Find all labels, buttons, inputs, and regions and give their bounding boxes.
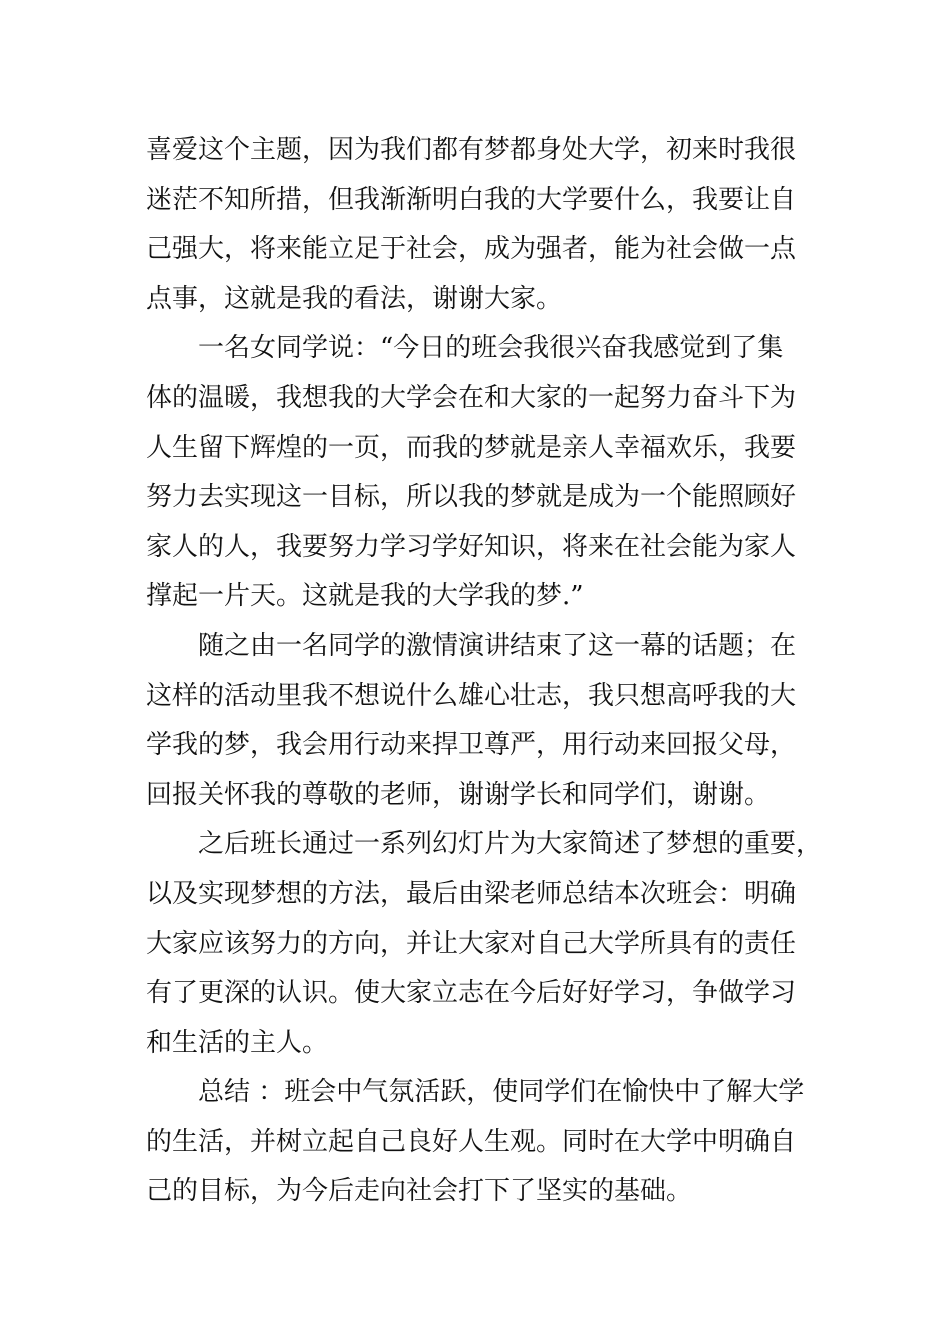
text-line: 人生留下辉煌的一页，而我的梦就是亲人幸福欢乐，我要	[146, 432, 797, 463]
paragraph-first-line: 之后班长通过一系列幻灯片为大家简述了梦想的重要，	[198, 829, 823, 860]
text-line: 体的温暖，我想我的大学会在和大家的一起努力奋斗下为	[146, 382, 797, 413]
text-line: 点事，这就是我的看法，谢谢大家。	[146, 283, 563, 314]
text-line: 这样的活动里我不想说什么雄心壮志，我只想高呼我的大	[146, 680, 797, 711]
text-line: 有了更深的认识。使大家立志在今后好好学习，争做学习	[146, 978, 797, 1009]
text-line: 回报关怀我的尊敬的老师，谢谢学长和同学们，谢谢。	[146, 779, 771, 810]
text-line: 大家应该努力的方向，并让大家对自己大学所具有的责任	[146, 928, 797, 959]
paragraph-first-line: 一名女同学说：“今日的班会我很兴奋我感觉到了集	[198, 333, 784, 364]
text-line: 学我的梦，我会用行动来捍卫尊严，用行动来回报父母，	[146, 730, 797, 761]
text-line: 喜爱这个主题，因为我们都有梦都身处大学，初来时我很	[146, 135, 797, 165]
document-body	[146, 126, 826, 1217]
paragraph-first-line: 随之由一名同学的激情演讲结束了这一幕的话题；在	[198, 630, 797, 661]
text-line: 己的目标，为今后走向社会打下了坚实的基础。	[146, 1176, 693, 1207]
text-line: 努力去实现这一目标，所以我的梦就是成为一个能照顾好	[146, 482, 797, 513]
text-line: 和生活的主人。	[146, 1027, 329, 1058]
text-line: 家人的人，我要努力学习学好知识，将来在社会能为家人	[146, 531, 797, 562]
text-line: 撑起一片天。这就是我的大学我的梦.”	[146, 581, 584, 612]
text-line: 的生活，并树立起自己良好人生观。同时在大学中明确自	[146, 1126, 797, 1157]
paragraph-first-line: 总结 ：班会中气氛活跃，使同学们在愉快中了解大学	[198, 1077, 805, 1108]
text-line: 迷茫不知所措，但我渐渐明白我的大学要什么，我要让自	[146, 184, 797, 215]
text-line: 以及实现梦想的方法，最后由梁老师总结本次班会：明确	[146, 878, 797, 909]
text-line: 己强大，将来能立足于社会，成为强者，能为社会做一点	[146, 234, 797, 265]
